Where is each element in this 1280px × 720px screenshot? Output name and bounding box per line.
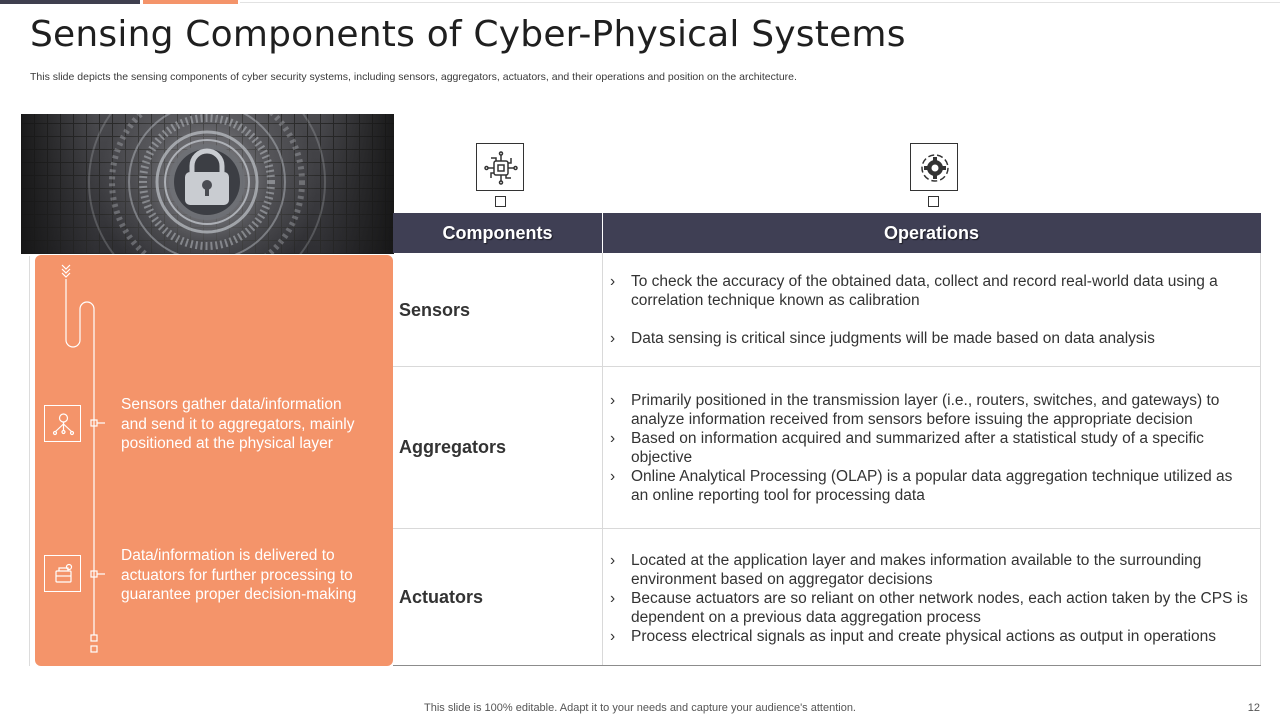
slide-subtitle: This slide depicts the sensing components of cyber security systems, including sensors, aggregators, actuators, and their operations and position on the architecture. [30,71,797,83]
components-table [393,253,1261,666]
header-operations: Operations [883,223,980,243]
row-label-actuators: Actuators [399,587,484,607]
top-rule [240,2,1280,3]
row-label-aggregators: Aggregators [399,437,507,457]
operation-item: › Based on information acquired and summarized after a statistical study of a specific objective [610,429,1250,467]
column-marker-operations [928,196,939,207]
operation-item: › Located at the application layer and makes information available to the surrounding environment based on aggregator decisions [610,551,1250,589]
row-separator [393,528,1261,529]
column-marker-components [495,196,506,207]
panel-left-rule [29,256,30,666]
operation-item: › Online Analytical Processing (OLAP) is a popular data aggregation technique utilized as an online reporting tool for processing data [610,467,1250,505]
cyber-security-lock-image [21,114,394,254]
operation-item: › Because actuators are so reliant on other network nodes, each action taken by the CPS is dependent on a previous data aggregation process [610,589,1250,627]
row-label-sensors: Sensors [399,300,471,320]
top-accent-bar-dark [0,0,140,4]
page-number: 12 [1247,702,1260,714]
operation-item: › To check the accuracy of the obtained data, collect and record real-world data using a correlation technique known as calibration [610,272,1250,310]
footer-note: This slide is 100% editable. Adapt it to your needs and capture your audience's attention. [424,702,856,714]
row-separator [393,366,1261,367]
top-accent-bar-orange [143,0,238,4]
operation-item: › Process electrical signals as input and create physical actions as output in operations [610,627,1250,646]
table-header [393,213,1261,253]
circuit-chip-icon [476,143,524,191]
gear-icon [910,143,958,191]
actuator-data-icon [44,555,81,592]
table-bottom-border [393,665,1261,666]
header-components: Components [442,223,553,243]
table-right-border [1260,253,1261,666]
panel-step-2-text: Data/information is delivered to actuators for further processing to guarantee proper decision-making [121,547,357,603]
sensor-network-icon [44,405,81,442]
operation-item: › Data sensing is critical since judgments will be made based on data analysis [610,329,1250,348]
slide-title: Sensing Components of Cyber-Physical Systems [30,14,906,55]
panel-step-1-text: Sensors gather data/information and send it to aggregators, mainly positioned at the physical layer [121,396,355,452]
column-divider [602,253,603,666]
operation-item: › Primarily positioned in the transmission layer (i.e., routers, switches, and gateways) to analyze information received from sensors before issuing the appropriate decision [610,391,1250,429]
